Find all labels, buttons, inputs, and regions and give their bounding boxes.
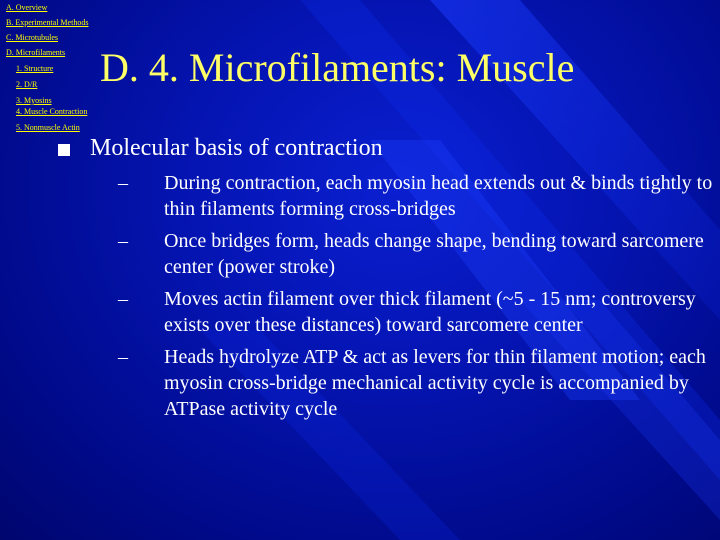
sub-bullet-list xyxy=(118,170,713,422)
dash-bullet-icon: – xyxy=(118,288,128,310)
nav-link-muscle-contraction[interactable]: 4. Muscle Contraction xyxy=(16,107,88,116)
sub-bullet-text: Moves actin filament over thick filament (~5 - 15 nm; controversy exists over these distances) toward sarcomere center xyxy=(164,288,696,336)
sub-bullet-text: Heads hydrolyze ATP & act as levers for thin filament motion; each myosin cross-bridge mechanical activity cycle is accompanied by ATPase activity cycle xyxy=(164,346,706,420)
nav-link-microfilaments[interactable]: D. Microfilaments xyxy=(6,48,66,57)
square-bullet-icon xyxy=(58,144,70,156)
dash-bullet-icon: – xyxy=(118,230,128,252)
nav-link-structure[interactable]: 1. Structure xyxy=(16,64,54,73)
nav-link-dr[interactable]: 2. D/R xyxy=(16,80,38,89)
sub-bullet-text: During contraction, each myosin head extends out & binds tightly to thin filaments forming cross-bridges xyxy=(164,172,713,220)
nav-link-experimental-methods[interactable]: B. Experimental Methods xyxy=(6,18,89,27)
sub-bullet-text: Once bridges form, heads change shape, bending toward sarcomere center (power stroke) xyxy=(164,230,704,278)
nav-link-myosins[interactable]: 3. Myosins xyxy=(16,96,52,105)
nav-link-nonmuscle-actin[interactable]: 5. Nonmuscle Actin xyxy=(16,123,80,132)
main-bullet-text: Molecular basis of contraction xyxy=(90,135,383,161)
nav-link-overview[interactable]: A. Overview xyxy=(6,3,48,12)
main-bullet xyxy=(56,132,706,164)
sub-bullet xyxy=(118,286,720,338)
dash-bullet-icon: – xyxy=(118,172,128,194)
nav-link-microtubules[interactable]: C. Microtubules xyxy=(6,33,58,42)
sub-bullet xyxy=(118,170,720,222)
slide-title: D. 4. Microfilaments: Muscle xyxy=(100,45,575,90)
dash-bullet-icon: – xyxy=(118,346,128,368)
sub-bullet xyxy=(118,228,720,280)
slide-body xyxy=(56,132,713,428)
sub-bullet xyxy=(118,344,720,422)
